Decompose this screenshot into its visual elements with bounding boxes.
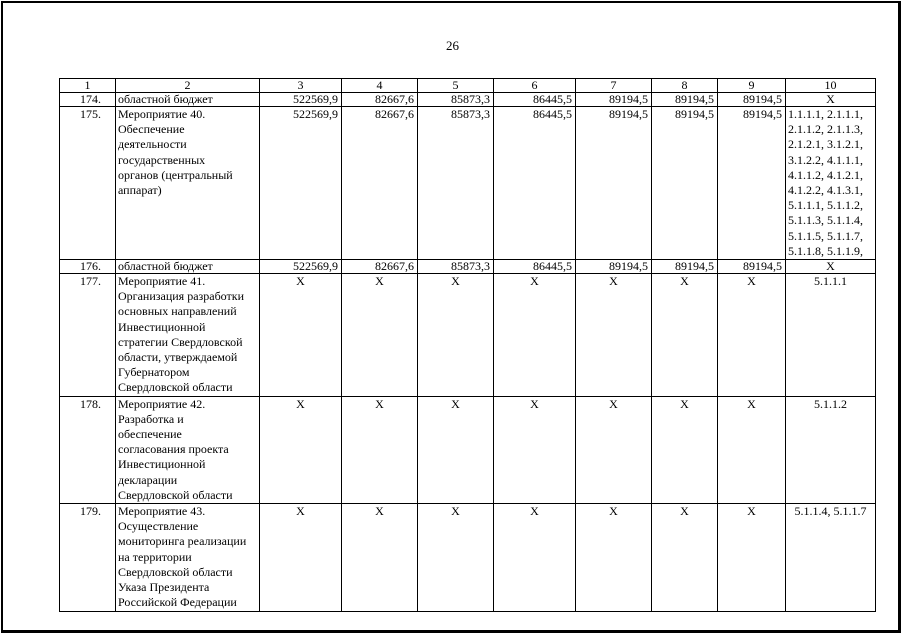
value-cell: 82667,6 [342, 107, 418, 260]
value-cell: X [342, 274, 418, 397]
target-code-line: 5.1.1.3, 5.1.1.4, [788, 213, 863, 228]
item-name-cell [116, 504, 260, 611]
column-header: 2 [116, 79, 260, 93]
item-name-cell [116, 93, 260, 107]
target-code-line: 5.1.1.4, 5.1.1.7 [794, 504, 867, 519]
item-name-line: Мероприятие 40. [118, 107, 206, 121]
value-cell: X [718, 274, 786, 397]
target-code-line: 5.1.1.5, 5.1.1.7, [788, 228, 863, 243]
target-codes-cell [786, 396, 876, 503]
target-code-line: 5.1.1.1, 5.1.1.2, [788, 198, 863, 213]
value-cell: 522569,9 [260, 93, 342, 107]
item-name-line: Свердловской области [118, 564, 233, 579]
target-code-line: 2.1.1.2, 2.1.1.3, [788, 122, 863, 137]
page-number: 26 [446, 38, 459, 53]
column-header: 6 [494, 79, 576, 93]
value-cell: 522569,9 [260, 107, 342, 260]
target-codes-cell [786, 260, 876, 274]
column-header: 5 [418, 79, 494, 93]
item-name-cell [116, 396, 260, 503]
item-name-line: Разработка и [118, 411, 184, 426]
value-cell: X [718, 504, 786, 611]
item-name-line: Инвестиционной [118, 319, 206, 334]
value-cell: 89194,5 [576, 93, 652, 107]
column-header: 9 [718, 79, 786, 93]
value-cell: X [494, 504, 576, 611]
item-name-line: Обеспечение [118, 122, 185, 137]
value-cell: X [342, 396, 418, 503]
value-cell: X [576, 274, 652, 397]
column-header: 7 [576, 79, 652, 93]
value-cell: 86445,5 [494, 260, 576, 274]
item-name-line: Мероприятие 42. [118, 396, 206, 411]
target-code-line: 4.1.1.2, 4.1.2.1, [788, 167, 863, 182]
value-cell: 86445,5 [494, 93, 576, 107]
item-name-line: Организация разработки [118, 289, 245, 304]
value-cell: X [652, 504, 718, 611]
value-cell: X [718, 396, 786, 503]
value-cell: 522569,9 [260, 260, 342, 274]
target-code-line: 5.1.1.1 [814, 274, 847, 289]
item-name-line: аппарат) [118, 183, 162, 198]
column-header: 3 [260, 79, 342, 93]
item-name-cell [116, 274, 260, 397]
value-cell: 85873,3 [418, 93, 494, 107]
item-name-line: Мероприятие 41. [118, 274, 206, 289]
value-cell: 89194,5 [576, 107, 652, 260]
target-code-line: 3.1.2.2, 4.1.1.1, [788, 152, 863, 167]
item-name-line: деятельности [118, 137, 187, 152]
column-header: 8 [652, 79, 718, 93]
target-code-line: 5.1.1.2 [814, 396, 847, 411]
column-header: 4 [342, 79, 418, 93]
item-name-line: основных направлений [118, 304, 237, 319]
target-codes-cell [786, 504, 876, 611]
row-number: 176. [60, 260, 116, 274]
table-row [60, 260, 876, 274]
item-name-line: Губернатором [118, 365, 190, 380]
item-name-cell [116, 260, 260, 274]
value-cell: X [260, 504, 342, 611]
item-name-line: Свердловской области [118, 487, 233, 502]
value-cell: 89194,5 [718, 93, 786, 107]
header-row [60, 79, 876, 93]
item-name-line: Указа Президента [118, 580, 210, 595]
table-row [60, 93, 876, 107]
column-header: 1 [60, 79, 116, 93]
value-cell: X [418, 396, 494, 503]
value-cell: X [494, 274, 576, 397]
item-name-line: государственных [118, 152, 206, 167]
row-number: 174. [60, 93, 116, 107]
value-cell: X [418, 274, 494, 397]
item-name-line: области, утверждаемой [118, 350, 238, 365]
budget-table [59, 78, 876, 612]
item-name-line: Свердловской области [118, 380, 233, 395]
value-cell: 89194,5 [718, 260, 786, 274]
value-cell: 89194,5 [652, 260, 718, 274]
value-cell: X [494, 396, 576, 503]
item-name-cell [116, 107, 260, 260]
value-cell: 86445,5 [494, 107, 576, 260]
value-cell: 82667,6 [342, 93, 418, 107]
value-cell: 89194,5 [652, 93, 718, 107]
value-cell: X [260, 396, 342, 503]
row-number: 178. [60, 396, 116, 503]
value-cell: 89194,5 [718, 107, 786, 260]
table-row [60, 274, 876, 397]
item-name-line: мониторинга реализации [118, 534, 247, 549]
table-row [60, 396, 876, 503]
target-code-line: 1.1.1.1, 2.1.1.1, [788, 107, 863, 121]
item-name-line: Мероприятие 43. [118, 504, 206, 519]
value-cell: X [576, 396, 652, 503]
target-code-line: 4.1.2.2, 4.1.3.1, [788, 183, 863, 198]
item-name-line: Инвестиционной [118, 457, 206, 472]
value-cell: X [652, 396, 718, 503]
row-number: 175. [60, 107, 116, 260]
target-codes-cell [786, 107, 876, 260]
target-code-line: X [826, 259, 835, 274]
target-code-line: 2.1.2.1, 3.1.2.1, [788, 137, 863, 152]
item-name-line: декларации [118, 472, 178, 487]
table-row [60, 504, 876, 611]
target-codes-cell [786, 93, 876, 107]
item-name-line: обеспечение [118, 427, 182, 442]
row-number: 177. [60, 274, 116, 397]
column-header: 10 [786, 79, 876, 93]
item-name-line: согласования проекта [118, 442, 229, 457]
table-row [60, 107, 876, 260]
value-cell: 85873,3 [418, 107, 494, 260]
target-codes-cell [786, 274, 876, 397]
item-name-line: областной бюджет [118, 92, 213, 106]
item-name-line: областной бюджет [118, 259, 213, 274]
row-number: 179. [60, 504, 116, 611]
value-cell: 89194,5 [652, 107, 718, 260]
target-code-line: 5.1.1.8, 5.1.1.9, [788, 243, 863, 258]
value-cell: 82667,6 [342, 260, 418, 274]
value-cell: X [652, 274, 718, 397]
value-cell: X [342, 504, 418, 611]
item-name-line: Российской Федерации [118, 595, 237, 610]
value-cell: X [418, 504, 494, 611]
value-cell: X [260, 274, 342, 397]
target-code-line: X [826, 92, 835, 106]
value-cell: X [576, 504, 652, 611]
item-name-line: органов (центральный [118, 167, 233, 182]
value-cell: 85873,3 [418, 260, 494, 274]
item-name-line: на территории [118, 549, 192, 564]
value-cell: 89194,5 [576, 260, 652, 274]
item-name-line: Осуществление [118, 519, 199, 534]
item-name-line: стратегии Свердловской [118, 334, 243, 349]
